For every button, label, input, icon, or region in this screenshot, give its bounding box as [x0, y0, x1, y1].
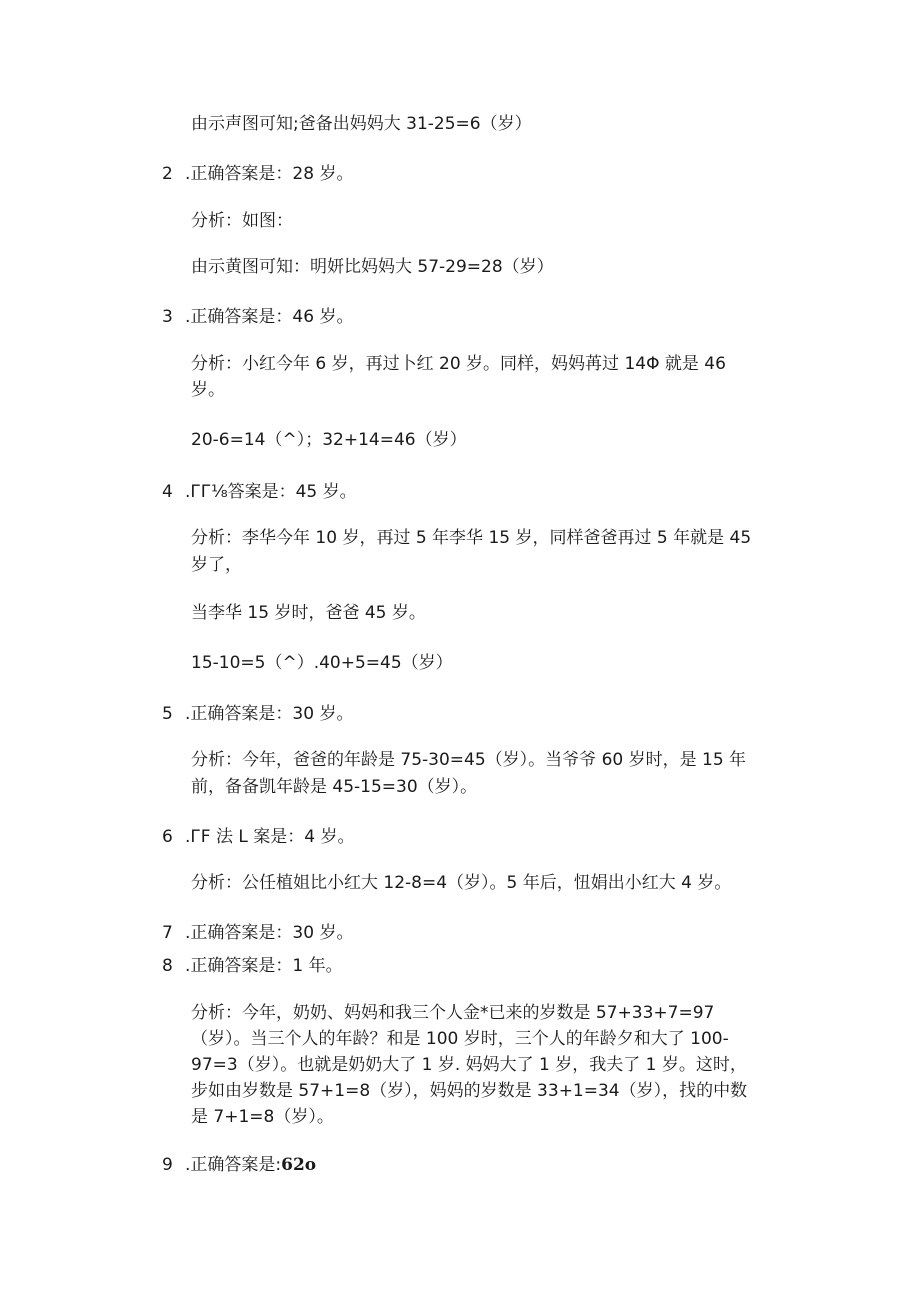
answer-line: .正确答案是：30 岁。: [185, 923, 354, 943]
analysis-line: 由示声图可知;爸备出妈妈大 31-25=6（岁）: [191, 114, 532, 134]
item-number: 9: [162, 1155, 173, 1175]
answer-line: .ГF 法 L 案是：4 岁。: [185, 827, 355, 847]
answer-line: .正确答案是：30 岁。: [185, 704, 354, 724]
item-number: 8: [162, 956, 173, 976]
analysis-line: 岁。: [191, 380, 225, 400]
item-number: 5: [162, 704, 173, 724]
analysis-line: 当李华 15 岁时，爸爸 45 岁。: [191, 603, 426, 623]
answer-prefix: .正确答案是:: [185, 1155, 282, 1175]
analysis-line: 分析：小红今年 6 岁，再过卜红 20 岁。同样，妈妈苒过 14Φ 就是 46: [191, 354, 726, 374]
analysis-line: 岁了，: [191, 555, 242, 575]
item-number: 3: [162, 307, 173, 327]
analysis-line: 分析：公任植姐比小红大 12-8=4（岁）。5 年后，忸娟出小红大 4 岁。: [191, 873, 732, 893]
item-number: 7: [162, 923, 173, 943]
analysis-line: 分析：今年，奶奶、妈妈和我三个人金*已来的岁数是 57+33+7=97: [191, 1003, 715, 1023]
analysis-line: 分析：今年，爸爸的年龄是 75-30=45（岁）。当爷爷 60 岁时，是 15 年: [191, 750, 747, 770]
answer-line: .正确答案是：1 年。: [185, 956, 343, 976]
analysis-line: 由示黄图可知：明妍比妈妈大 57-29=28（岁）: [191, 257, 554, 277]
analysis-line: 是 7+1=8（岁）。: [191, 1107, 334, 1127]
analysis-line: 分析：如图：: [191, 211, 293, 231]
analysis-line: 步如由岁数是 57+1=8（岁），妈妈的岁数是 33+1=34（岁），找的中数: [191, 1081, 748, 1101]
answer-line: .正确答案是：46 岁。: [185, 307, 354, 327]
answer-line: [185, 1152, 316, 1178]
analysis-line: 前，备备凯年龄是 45-15=30（岁）。: [191, 777, 478, 797]
analysis-line: 97=3（岁）。也就是奶奶大了 1 岁. 妈妈大了 1 岁，我夫了 1 岁。这时，: [191, 1055, 747, 1075]
answer-line: .正确答案是：28 岁。: [185, 164, 354, 184]
item-number: 4: [162, 482, 173, 502]
analysis-line: 20-6=14（^）；32+14=46（岁）: [191, 430, 467, 450]
analysis-line: 分析：李华今年 10 岁，再过 5 年李华 15 岁，同样爸爸再过 5 年就是 45: [191, 528, 752, 548]
analysis-line: （岁）。当三个人的年龄？和是 100 岁时，三个人的年龄夕和大了 100-: [191, 1029, 729, 1049]
item-number: 2: [162, 164, 173, 184]
analysis-line: 15-10=5（^）.40+5=45（岁）: [191, 653, 453, 673]
answer-value: 62o: [281, 1155, 317, 1175]
item-number: 6: [162, 827, 173, 847]
answer-line: .ГГ⅛答案是：45 岁。: [185, 482, 357, 502]
